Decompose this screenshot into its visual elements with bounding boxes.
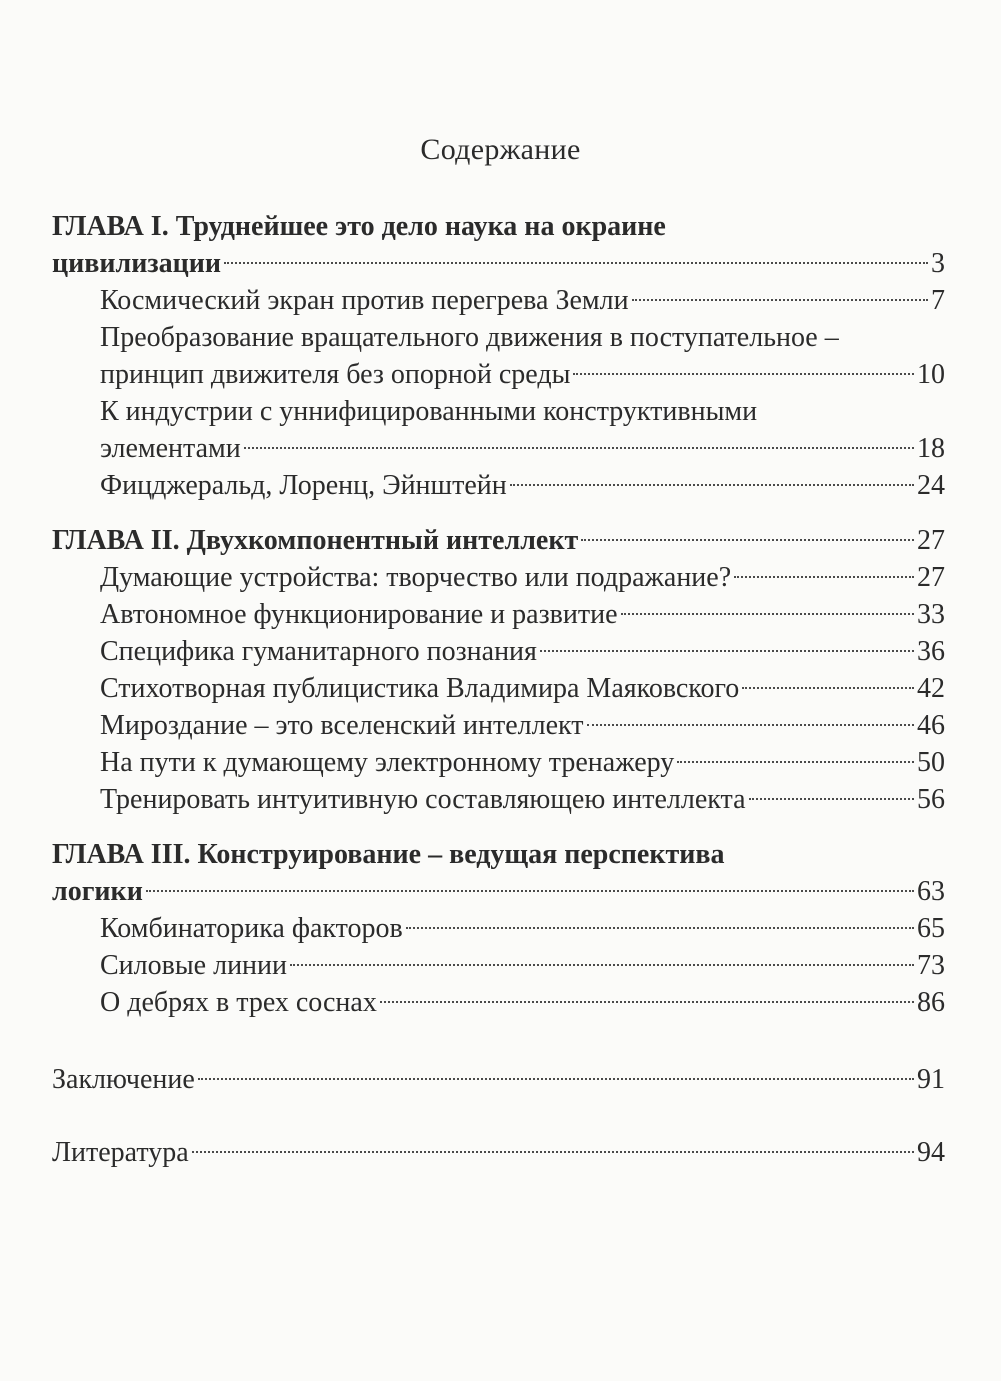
toc-entry [52,467,945,504]
entry-title-cont: элементами [100,433,241,464]
entry-title-cont: принцип движителя без опорной среды [100,359,571,390]
page-number: 94 [917,1137,945,1168]
dot-leader [540,650,914,652]
page-number: 33 [917,599,945,630]
entry-title: К индустрии с уннифицированными конструктивными [100,396,758,427]
chapter-2-heading [52,522,945,559]
page-number: 91 [917,1064,945,1095]
entry-title: Заключение [52,1064,195,1095]
page-number: 86 [917,987,945,1018]
chapter-1-heading-line1 [52,208,945,245]
chapter-3-heading-text-cont: логики [52,876,143,907]
chapter-3-heading-line1 [52,836,945,873]
dot-leader [244,447,914,449]
page-number: 63 [917,876,945,907]
toc-entry-line1 [52,393,945,430]
page-number: 36 [917,636,945,667]
entry-title: Стихотворная публицистика Владимира Маяковского [100,673,740,704]
chapter-3-heading-text: ГЛАВА III. Конструирование – ведущая перспектива [52,839,725,870]
entry-title: Думающие устройства: творчество или подражание? [100,562,732,593]
entry-title: Силовые линии [100,950,288,981]
toc-entry-line2 [52,356,945,393]
page-title: Содержание [420,133,581,166]
dot-leader [380,1001,914,1003]
chapter-3-heading-line2 [52,873,945,910]
page-number: 10 [917,359,945,390]
entry-title: Преобразование вращательного движения в поступательное – [100,322,839,353]
table-of-contents [52,208,945,1171]
chapter-1-heading-text: ГЛАВА I. Труднейшее это дело наука на окраине [52,211,666,242]
entry-title: Литература [52,1137,189,1168]
toc-entry [52,670,945,707]
dot-leader [406,927,914,929]
entry-title: Мироздание – это вселенский интеллект [100,710,584,741]
dot-leader [581,539,914,541]
entry-title: О дебрях в трех соснах [100,987,377,1018]
dot-leader [224,262,928,264]
page-number: 73 [917,950,945,981]
dot-leader [621,613,914,615]
toc-entry [52,744,945,781]
dot-leader [749,798,915,800]
chapter-2-heading-text: ГЛАВА II. Двухкомпонентный интеллект [52,525,579,556]
conclusion-entry [52,1061,945,1098]
dot-leader [510,484,914,486]
toc-entry [52,559,945,596]
literature-entry [52,1134,945,1171]
dot-leader [192,1151,914,1153]
page-number: 42 [917,673,945,704]
toc-entry [52,633,945,670]
entry-title: Тренировать интуитивную составляющею интеллекта [100,784,746,815]
page-number: 56 [917,784,945,815]
page-number: 50 [917,747,945,778]
toc-entry-line2 [52,430,945,467]
page-number: 27 [917,562,945,593]
entry-title: Космический экран против перегрева Земли [100,285,629,316]
chapter-1-heading-line2 [52,245,945,282]
toc-entry [52,282,945,319]
toc-entry [52,984,945,1021]
dot-leader [290,964,914,966]
dot-leader [198,1078,914,1080]
toc-entry-line1 [52,319,945,356]
entry-title: Комбинаторика факторов [100,913,403,944]
toc-entry [52,781,945,818]
page-number: 24 [917,470,945,501]
page-number: 46 [917,710,945,741]
toc-entry [52,707,945,744]
page-number: 65 [917,913,945,944]
page-number: 18 [917,433,945,464]
chapter-1-heading-text-cont: цивилизации [52,248,222,279]
page-number: 7 [931,285,945,316]
toc-entry [52,596,945,633]
entry-title: Автономное функционирование и развитие [100,599,618,630]
toc-entry [52,910,945,947]
dot-leader [573,373,914,375]
dot-leader [734,576,914,578]
dot-leader [677,761,914,763]
entry-title: Фицджеральд, Лоренц, Эйнштейн [100,470,507,501]
dot-leader [632,299,928,301]
entry-title: На пути к думающему электронному тренажеру [100,747,675,778]
entry-title: Специфика гуманитарного познания [100,636,537,667]
dot-leader [587,724,914,726]
dot-leader [742,687,914,689]
toc-entry [52,947,945,984]
page-number: 27 [917,525,945,556]
dot-leader [146,890,914,892]
page-number: 3 [931,248,945,279]
